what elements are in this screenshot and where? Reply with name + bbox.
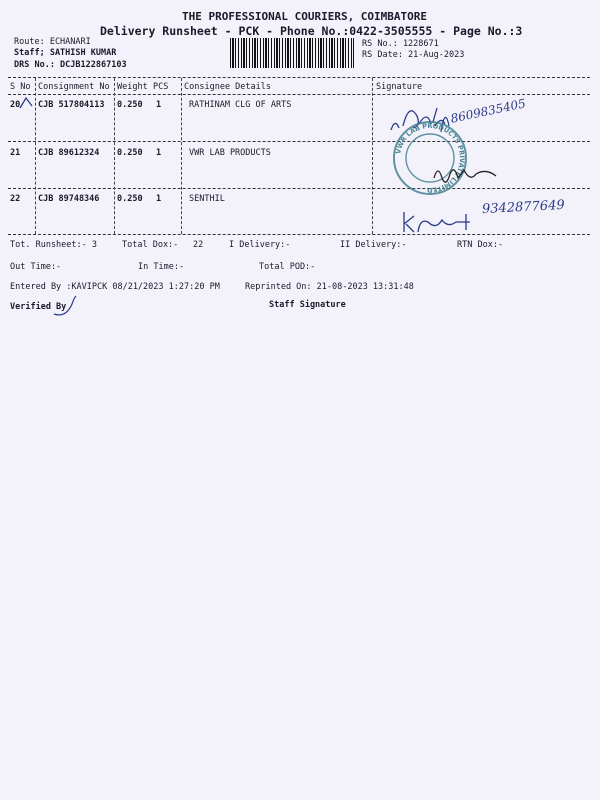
ii-delivery: II Delivery:- xyxy=(340,240,407,250)
row-consignment: CJB 89612324 xyxy=(38,148,100,158)
row-consignment: CJB 517804113 xyxy=(38,100,105,110)
rs-date: RS Date: 21-Aug-2023 xyxy=(362,50,465,60)
row-pcs: 1 xyxy=(156,194,162,204)
company-name: THE PROFESSIONAL COURIERS, COIMBATORE xyxy=(182,10,428,23)
staff-label: Staff; SATHISH KUMAR xyxy=(14,48,117,58)
rtn-dox: RTN Dox:- xyxy=(457,240,504,250)
col-header-consignee: Consignee Details xyxy=(184,82,271,92)
stamp-text: VWR LAB PRODUCTS PRIVATE LIMITED xyxy=(394,121,467,195)
verified-signature xyxy=(52,294,82,320)
verified-by: Verified By xyxy=(10,302,67,312)
total-dox-value: 22 xyxy=(193,240,204,250)
handwritten-phone: 8609835405 xyxy=(449,96,527,126)
reprinted-on: Reprinted On: 21-08-2023 13:31:48 xyxy=(245,282,414,292)
column-divider xyxy=(114,78,115,234)
out-time: Out Time:- xyxy=(10,262,62,272)
tot-runsheet: Tot. Runsheet:- 3 xyxy=(10,240,97,250)
row-weight: 0.250 xyxy=(117,100,143,110)
table-header-rule xyxy=(8,94,590,95)
stamp-signature xyxy=(430,160,500,190)
i-delivery: I Delivery:- xyxy=(229,240,291,250)
row-weight: 0.250 xyxy=(117,194,143,204)
handwritten-initials xyxy=(400,208,480,238)
total-pod: Total POD:- xyxy=(259,262,316,272)
row-pcs: 1 xyxy=(156,100,162,110)
tick-mark-icon xyxy=(18,96,38,110)
col-header-weight: Weight xyxy=(117,82,148,92)
table-top-rule xyxy=(8,77,590,78)
row-consignee: SENTHIL xyxy=(189,194,225,204)
in-time: In Time:- xyxy=(138,262,185,272)
row-sno: 20 xyxy=(10,100,21,110)
row-pcs: 1 xyxy=(156,148,162,158)
runsheet-title: Delivery Runsheet - PCK - Phone No.:0422-3505555 - Page No.:3 xyxy=(100,24,523,38)
row-consignment: CJB 89748346 xyxy=(38,194,100,204)
row-consignee: VWR LAB PRODUCTS xyxy=(189,148,271,158)
row-divider xyxy=(8,188,590,189)
drs-number: DRS No.: DCJB122867103 xyxy=(14,60,127,70)
row-divider xyxy=(8,141,590,142)
handwritten-phone: 9342877649 xyxy=(481,197,566,218)
rs-number: RS No.: 1228671 xyxy=(362,39,439,49)
staff-signature: Staff Signature xyxy=(269,300,346,310)
row-consignee: RATHINAM CLG OF ARTS xyxy=(189,100,292,110)
row-sno: 21 xyxy=(10,148,21,158)
row-sno: 22 xyxy=(10,194,21,204)
table-bottom-rule xyxy=(8,234,590,235)
col-header-consignment: Consignment No xyxy=(38,82,110,92)
route-label: Route: ECHANARI xyxy=(14,37,91,47)
entered-by: Entered By :KAVIPCK 08/21/2023 1:27:20 PM xyxy=(10,282,220,292)
col-header-pcs: PCS xyxy=(153,82,169,92)
row-weight: 0.250 xyxy=(117,148,143,158)
col-header-signature: Signature xyxy=(376,82,423,92)
column-divider xyxy=(181,78,182,234)
barcode xyxy=(230,38,354,68)
column-divider xyxy=(372,78,373,234)
col-header-sno: S No xyxy=(10,82,31,92)
total-dox-label: Total Dox:- xyxy=(122,240,179,250)
